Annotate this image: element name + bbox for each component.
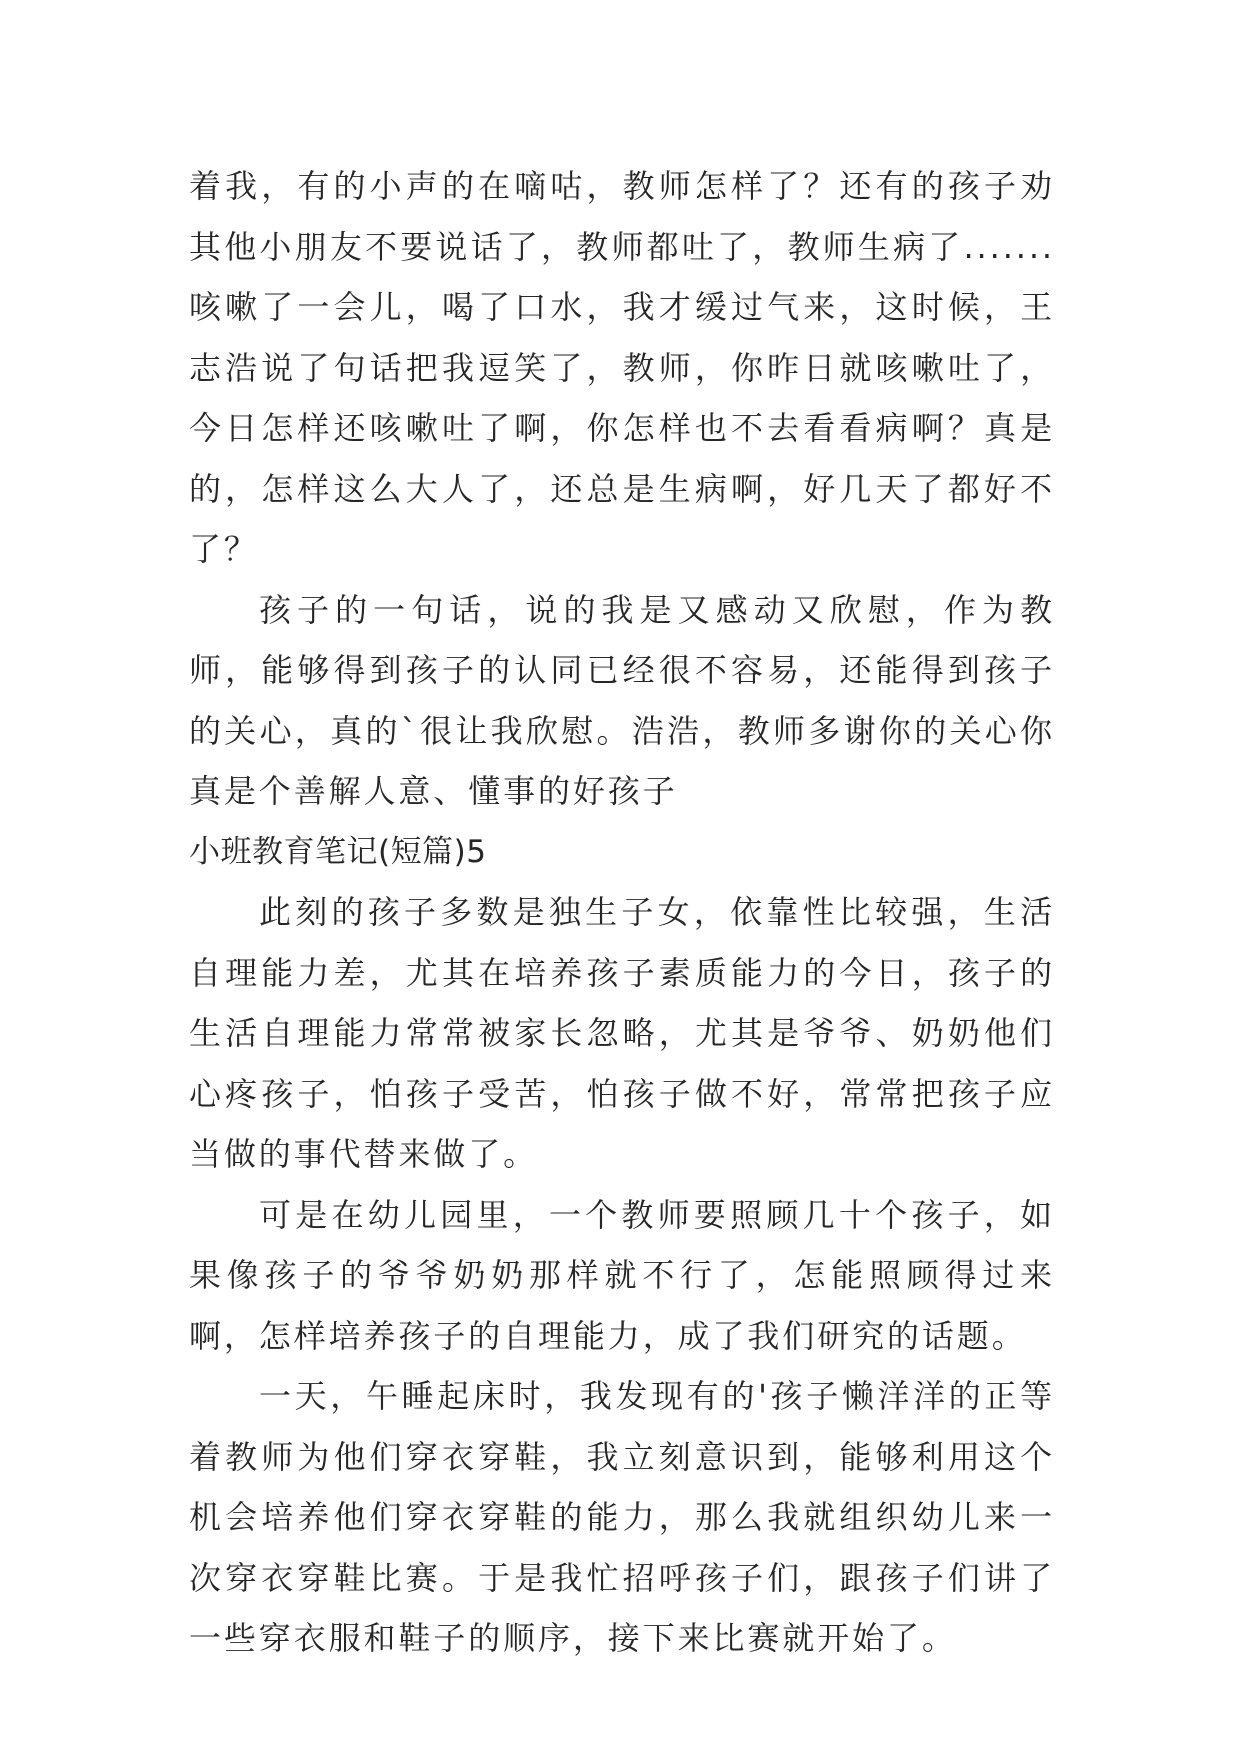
paragraph-dressing-contest: 一天，午睡起床时，我发现有的'孩子懒洋洋的正等着教师为他们穿衣穿鞋，我立刻意识到，能够利用这个机会培养他们穿衣穿鞋的能力，那么我就组织幼儿来一次穿衣穿鞋比赛。于是我忙招呼孩子们，跟孩子们讲了一些穿衣服和鞋子的顺序，接下来比赛就开始了。 (189, 1377, 1055, 1657)
paragraph-self-care: 此刻的孩子多数是独生子女，依靠性比较强，生活自理能力差，尤其在培养孩子素质能力的今日，孩子的生活自理能力常常被家长忽略，尤其是爷爷、奶奶他们心疼孩子，怕孩子受苦，怕孩子做不好，常常把孩子应当做的事代替来做了。 (189, 893, 1055, 1173)
document-body (189, 156, 1055, 1669)
paragraph-child-concern: 孩子的一句话，说的我是又感动又欣慰，作为教师，能够得到孩子的认同已经很不容易，还能得到孩子的关心，真的`很让我欣慰。浩浩，教师多谢你的关心你真是个善解人意、懂事的好孩子 (189, 590, 1055, 810)
paragraph-continuation: 着我，有的小声的在嘀咕，教师怎样了？还有的孩子劝其他小朋友不要说话了，教师都吐了，教师生病了.......咳嗽了一会儿，喝了口水，我才缓过气来，这时候，王志浩说了句话把我逗笑了，教师，你昨日就咳嗽吐了，今日怎样还咳嗽吐了啊，你怎样也不去看看病啊？真是的，怎样这么大人了，还总是生病啊，好几天了都好不了？ (189, 167, 1055, 568)
section-heading: 小班教育笔记(短篇)5 (189, 833, 487, 870)
paragraph-kindergarten: 可是在幼儿园里，一个教师要照顾几十个孩子，如果像孩子的爷爷奶奶那样就不行了，怎能照顾得过来啊，怎样培养孩子的自理能力，成了我们研究的话题。 (189, 1195, 1055, 1355)
